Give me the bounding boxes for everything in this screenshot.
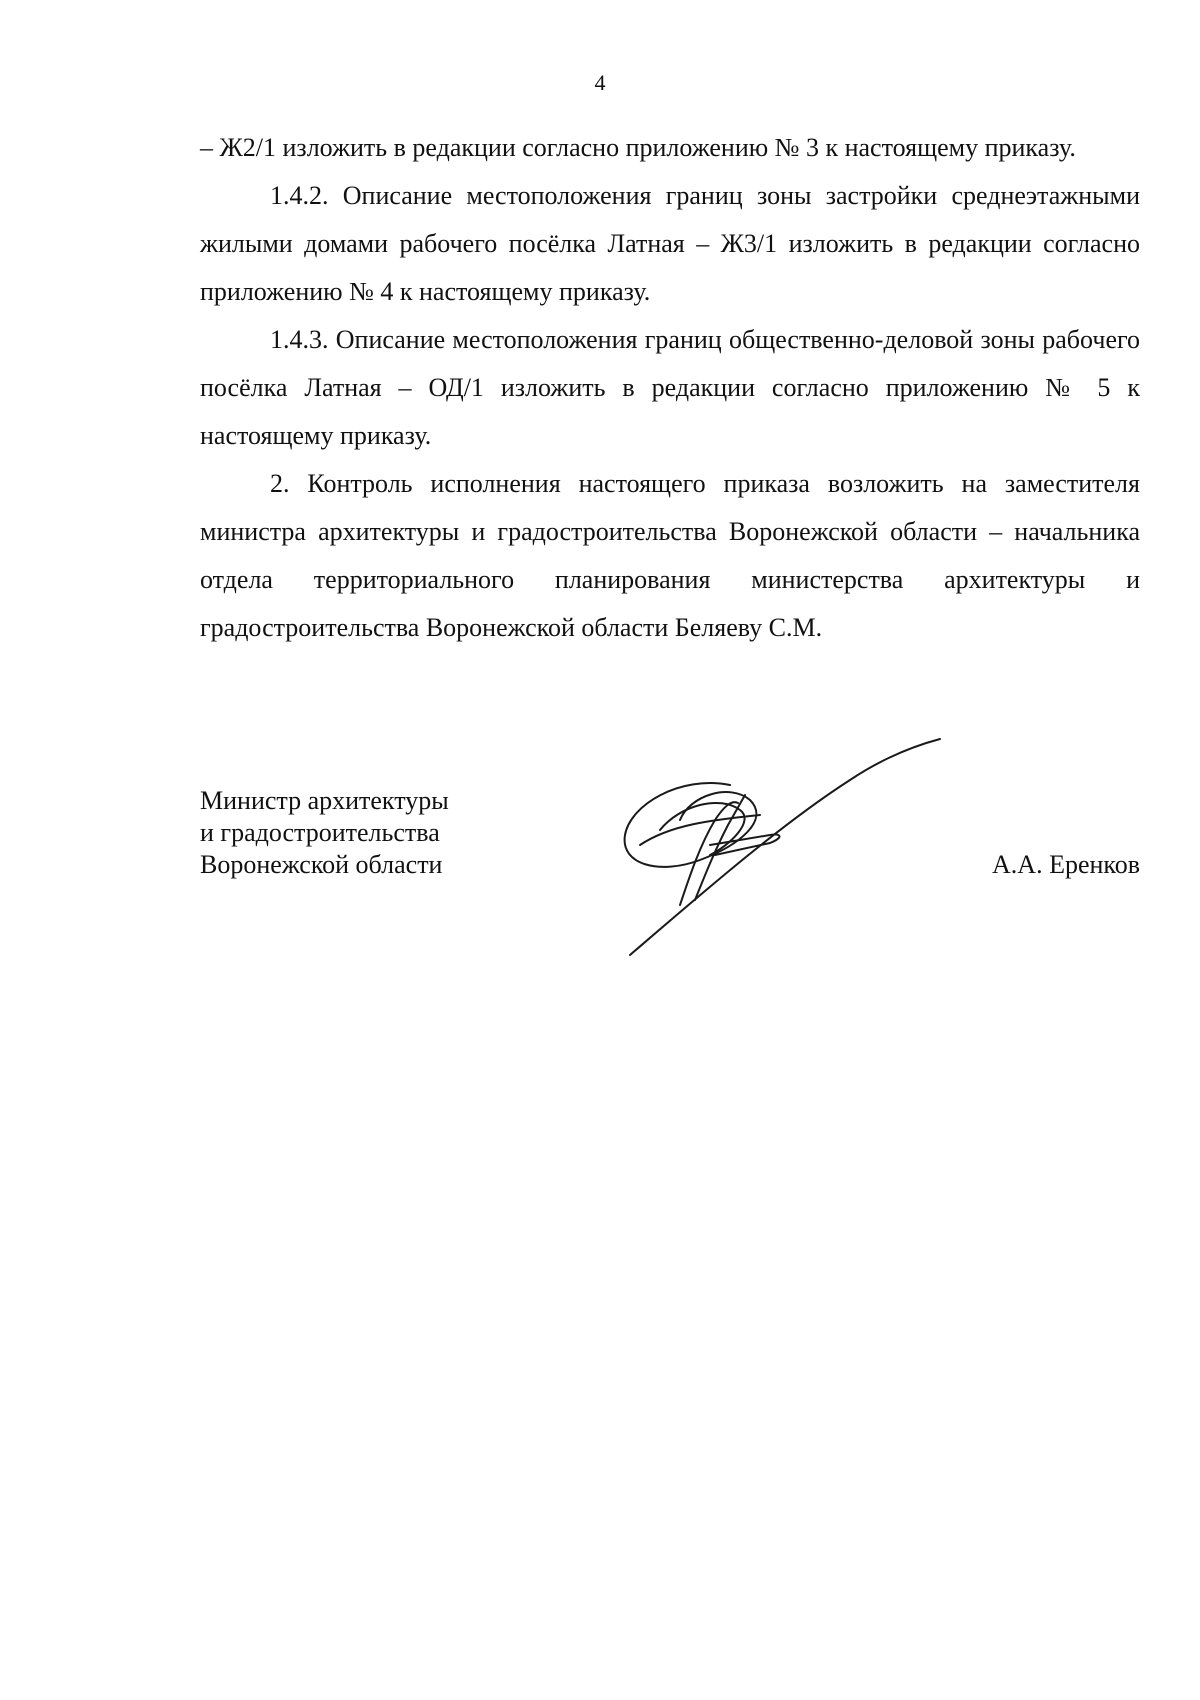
paragraph-1-4-3: 1.4.3. Описание местоположения границ общественно-деловой зоны рабочего посёлка Латная – ОД/1 изложить в редакции согласно приложению № 5 к настоящему приказу. [200,325,1140,450]
paragraph-continuation: – Ж2/1 изложить в редакции согласно приложению № 3 к настоящему приказу. [200,133,1076,162]
signatory-title [200,785,449,881]
signatory-title-line: Министр архитектуры [200,786,449,815]
paragraph-1-4-2: 1.4.2. Описание местоположения границ зоны застройки среднеэтажными жилыми домами рабочего посёлка Латная – Ж3/1 изложить в редакции согласно приложению № 4 к настоящему приказу. [200,181,1140,306]
signatory-name: А.А. Еренков [992,850,1140,879]
paragraph-2-control: 2. Контроль исполнения настоящего приказа возложить на заместителя министра архитектуры и градостроительства Воронежской области – начальника отдела территориального планирования министерства архитектуры и градостроительства Воронежской области Беляеву С.М. [200,469,1140,642]
document-body [200,124,1140,652]
signatory-title-line: Воронежской области [200,850,443,879]
page-number: 4 [594,70,606,95]
handwritten-signature [620,725,1000,965]
signatory-title-line: и градостроительства [200,818,440,847]
